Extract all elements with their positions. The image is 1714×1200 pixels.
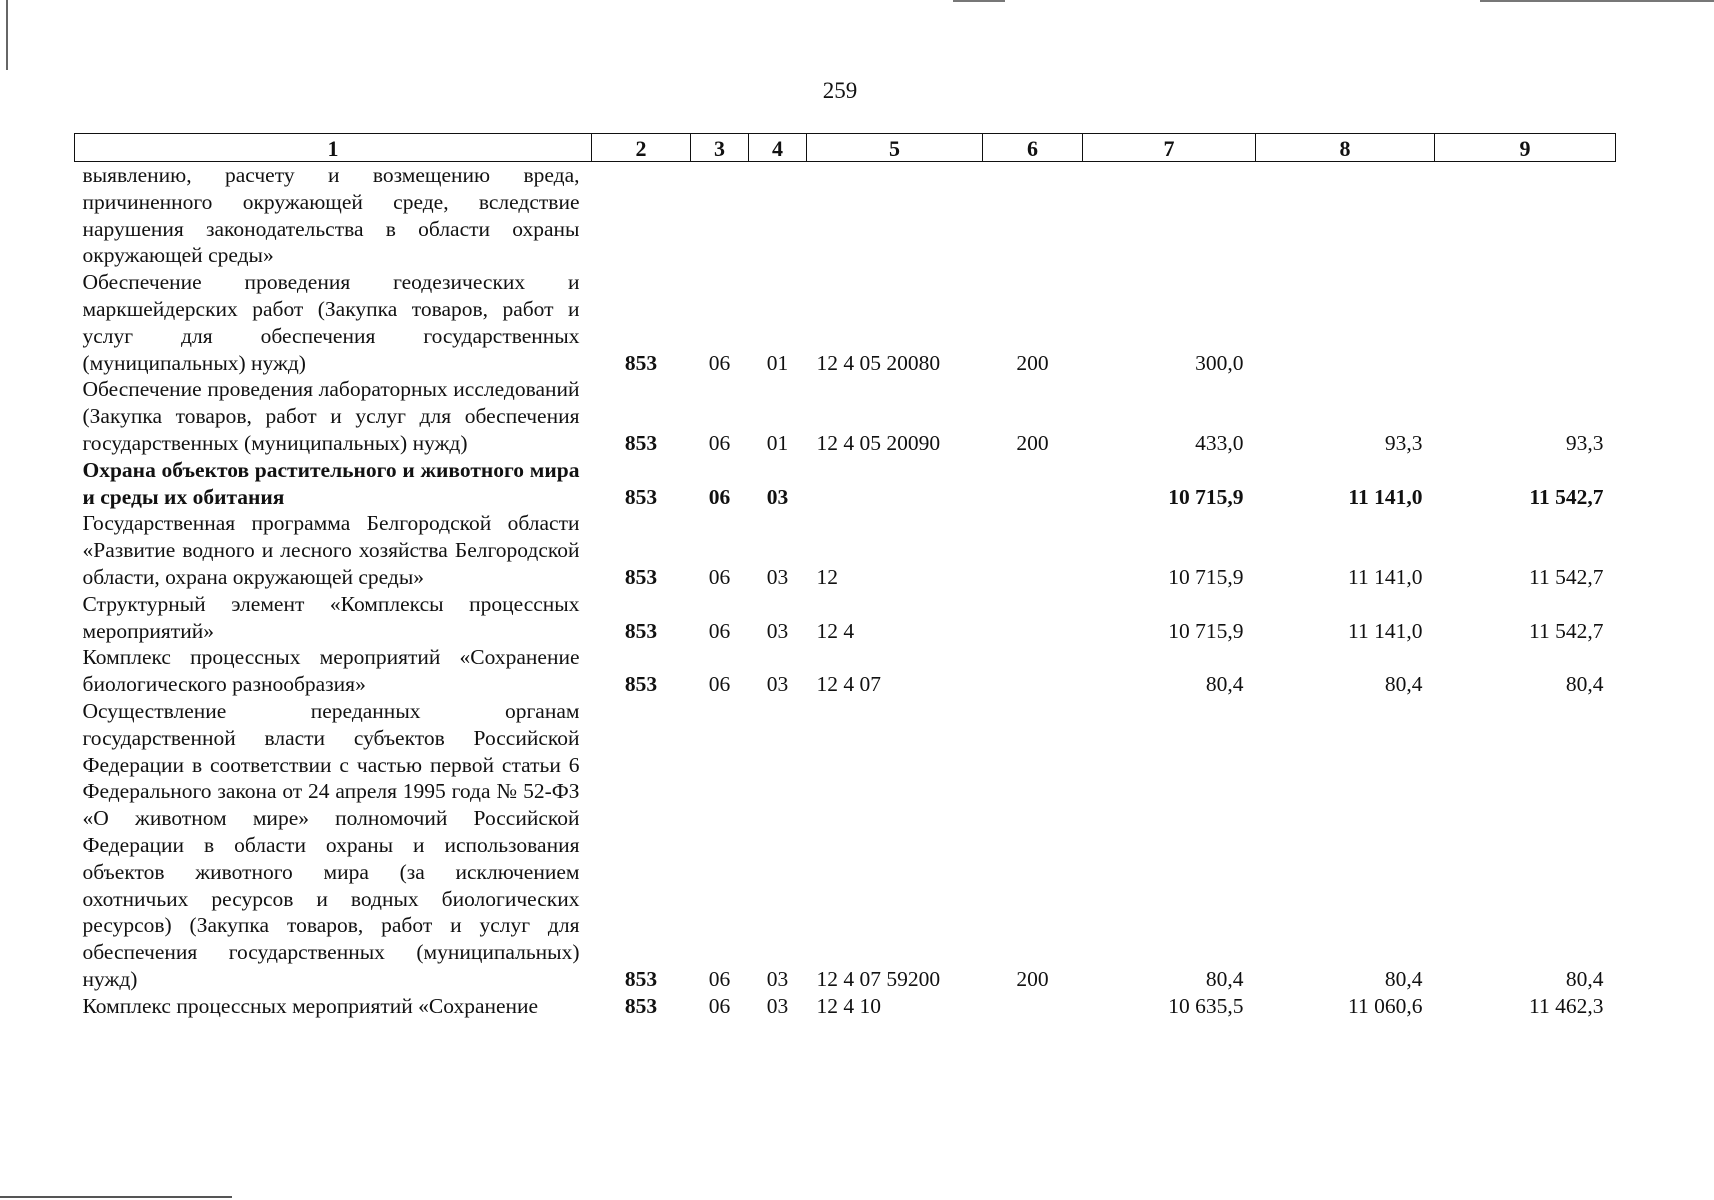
column-header-6: 6	[983, 134, 1083, 162]
column-header-4: 4	[749, 134, 807, 162]
amount-col-9: 80,4	[1565, 672, 1604, 697]
section-code: 06	[708, 966, 731, 991]
section-code: 06	[708, 430, 731, 455]
admin-code	[592, 162, 691, 270]
expense-type-code	[983, 457, 1083, 511]
column-header-7: 7	[1083, 134, 1256, 162]
amount-col-7	[1083, 162, 1256, 270]
column-header-2: 2	[592, 134, 691, 162]
section-code: 06	[708, 618, 731, 643]
row-name: Охрана объектов растительного и животного мира и среды их обитания	[82, 457, 580, 509]
column-header-9: 9	[1435, 134, 1616, 162]
subsection-code: 03	[766, 564, 789, 589]
amount-col-9: 11 542,7	[1529, 484, 1604, 509]
target-article-code: 12 4 10	[816, 993, 881, 1018]
amount-col-8	[1256, 269, 1435, 376]
row-name: Структурный элемент «Комплексы процессных мероприятий»	[82, 591, 580, 643]
row-name: выявлению, расчету и возмещению вреда, причиненного окружающей среде, вследствие нарушения законодательства в области охраны окружающей среды»	[82, 163, 580, 268]
header-row	[75, 134, 1616, 162]
admin-code: 853	[624, 484, 658, 509]
amount-col-8: 93,3	[1384, 430, 1423, 455]
amount-col-9	[1435, 162, 1616, 270]
table-row	[75, 162, 1616, 270]
table-row	[75, 269, 1616, 376]
table-row	[75, 698, 1616, 993]
scan-edge-top	[953, 0, 1005, 2]
admin-code: 853	[624, 966, 658, 991]
budget-table	[74, 133, 1616, 1020]
section-code: 06	[708, 350, 731, 375]
amount-col-9: 11 542,7	[1529, 564, 1604, 589]
scan-edge-top-right	[1480, 0, 1714, 2]
expense-type-code	[983, 993, 1083, 1020]
admin-code: 853	[624, 993, 658, 1018]
subsection-code: 01	[766, 350, 789, 375]
table-row	[75, 510, 1616, 590]
column-header-5: 5	[807, 134, 983, 162]
target-article-code: 12 4 07 59200	[816, 966, 941, 991]
table-header	[75, 134, 1616, 162]
section-code	[691, 162, 749, 270]
subsection-code: 03	[766, 993, 789, 1018]
table-row	[75, 644, 1616, 698]
section-code: 06	[708, 484, 731, 509]
subsection-code	[749, 162, 807, 270]
admin-code: 853	[624, 350, 658, 375]
amount-col-8	[1256, 162, 1435, 270]
scan-edge-bottom	[0, 1196, 232, 1198]
admin-code: 853	[624, 564, 658, 589]
target-article-code	[807, 457, 983, 511]
section-code: 06	[708, 993, 731, 1018]
amount-col-8: 11 141,0	[1348, 484, 1423, 509]
column-header-1: 1	[75, 134, 592, 162]
amount-col-7: 80,4	[1205, 966, 1244, 991]
amount-col-7: 10 715,9	[1168, 618, 1244, 643]
admin-code: 853	[624, 430, 658, 455]
admin-code: 853	[624, 672, 658, 697]
target-article-code	[807, 162, 983, 270]
table-row	[75, 993, 1616, 1020]
target-article-code: 12 4 05 20090	[816, 430, 941, 455]
row-name: Осуществление переданных органам государственной власти субъектов Российской Федерации в соответствии с частью первой статьи 6 Федерального закона от 24 апреля 1995 года № 52-ФЗ «О животном мире» полномочий Российской Федерации в области охраны и использования объектов животного мира (за исключением охотничьих ресурсов и водных биологических ресурсов) (Закупка товаров, работ и услуг для обеспечения государственных (муниципальных) нужд)	[82, 698, 580, 991]
subsection-code: 03	[766, 966, 789, 991]
section-code: 06	[708, 672, 731, 697]
amount-col-7: 10 635,5	[1168, 993, 1244, 1018]
amount-col-7: 10 715,9	[1168, 564, 1244, 589]
row-name: Комплекс процессных мероприятий «Сохранение биологического разнообразия»	[82, 645, 580, 697]
amount-col-9: 80,4	[1565, 966, 1604, 991]
amount-col-7: 10 715,9	[1168, 484, 1244, 509]
expense-type-code: 200	[1016, 350, 1049, 375]
page-number: 259	[822, 78, 858, 103]
amount-col-7: 433,0	[1195, 430, 1244, 455]
amount-col-9: 11 462,3	[1529, 993, 1604, 1018]
scan-edge-left	[6, 0, 8, 70]
row-name: Обеспечение проведения лабораторных исследований (Закупка товаров, работ и услуг для обеспечения государственных (муниципальных) нужд)	[82, 377, 580, 455]
expense-type-code	[983, 162, 1083, 270]
amount-col-9: 11 542,7	[1529, 618, 1604, 643]
subsection-code: 03	[766, 672, 789, 697]
amount-col-8: 80,4	[1384, 672, 1423, 697]
table-row	[75, 591, 1616, 645]
amount-col-9: 93,3	[1565, 430, 1604, 455]
amount-col-7: 300,0	[1195, 350, 1244, 375]
admin-code: 853	[624, 618, 658, 643]
row-name: Обеспечение проведения геодезических и маркшейдерских работ (Закупка товаров, работ и услуг для обеспечения государственных (муниципальных) нужд)	[82, 270, 580, 375]
amount-col-9	[1435, 269, 1616, 376]
expense-type-code: 200	[1016, 430, 1049, 455]
target-article-code: 12	[816, 564, 838, 589]
column-header-3: 3	[691, 134, 749, 162]
row-name: Государственная программа Белгородской области «Развитие водного и лесного хозяйства Белгородской области, охрана окружающей среды»	[82, 511, 580, 589]
subsection-code: 03	[766, 484, 789, 509]
expense-type-code	[983, 644, 1083, 698]
amount-col-7: 80,4	[1205, 672, 1244, 697]
row-name: Комплекс процессных мероприятий «Сохранение	[82, 993, 539, 1018]
table-row	[75, 457, 1616, 511]
table-body	[75, 162, 1616, 1020]
table-row	[75, 376, 1616, 456]
expense-type-code: 200	[1016, 966, 1049, 991]
target-article-code: 12 4 05 20080	[816, 350, 941, 375]
target-article-code: 12 4 07	[816, 672, 881, 697]
subsection-code: 01	[766, 430, 789, 455]
amount-col-8: 11 060,6	[1348, 993, 1423, 1018]
expense-type-code	[983, 591, 1083, 645]
amount-col-8: 11 141,0	[1348, 618, 1423, 643]
amount-col-8: 80,4	[1384, 966, 1423, 991]
expense-type-code	[983, 510, 1083, 590]
column-header-8: 8	[1256, 134, 1435, 162]
section-code: 06	[708, 564, 731, 589]
subsection-code: 03	[766, 618, 789, 643]
amount-col-8: 11 141,0	[1348, 564, 1423, 589]
target-article-code: 12 4	[816, 618, 855, 643]
